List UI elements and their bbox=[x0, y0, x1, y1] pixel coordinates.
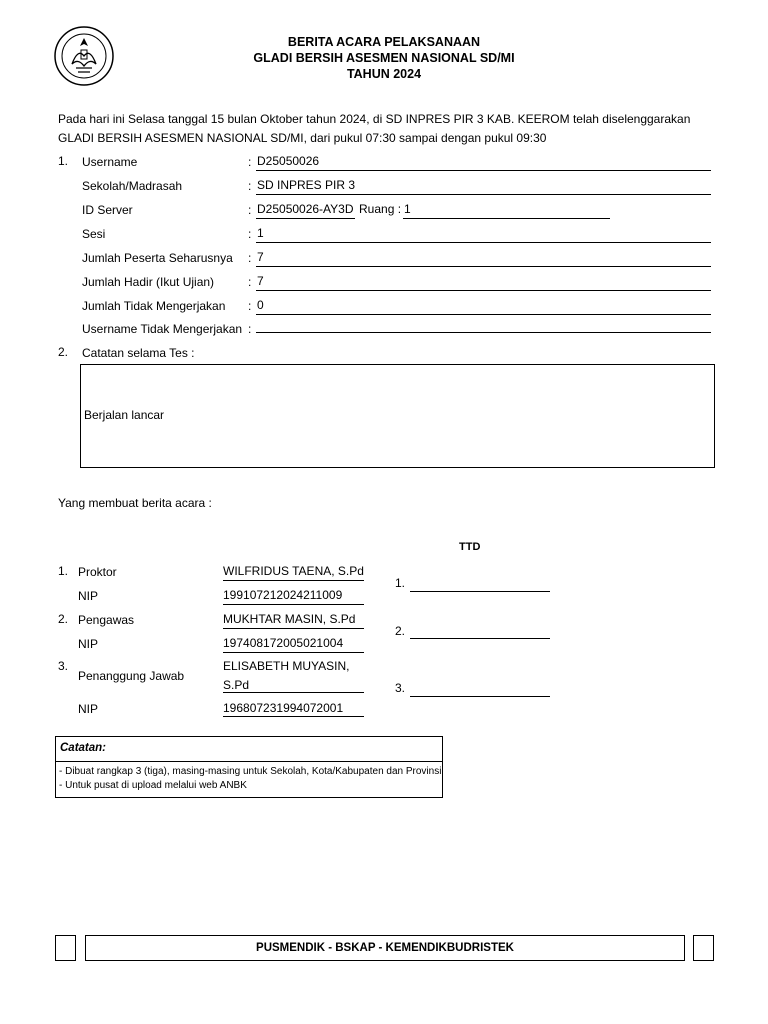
signer-name-proktor: WILFRIDUS TAENA, S.Pd bbox=[223, 564, 364, 578]
notes-box bbox=[80, 364, 715, 468]
section2-label: Catatan selama Tes : bbox=[82, 346, 195, 360]
signer-number: 3. bbox=[58, 659, 69, 673]
field-label-username-tidak-mengerjakan: Username Tidak Mengerjakan bbox=[82, 322, 243, 336]
signer-underline bbox=[223, 580, 364, 581]
field-label-sesi: Sesi bbox=[82, 227, 106, 241]
signature-line bbox=[410, 591, 550, 592]
field-label-ruang: Ruang : bbox=[359, 202, 402, 216]
field-value-ruang: 1 bbox=[404, 202, 411, 216]
catatan-divider bbox=[56, 761, 442, 762]
field-underline bbox=[256, 332, 711, 333]
field-underline bbox=[256, 290, 711, 291]
nip-label: NIP bbox=[78, 589, 99, 603]
field-value-jumlah-peserta: 7 bbox=[257, 250, 264, 264]
footer-text: PUSMENDIK - BSKAP - KEMENDIKBUDRISTEK bbox=[85, 935, 685, 961]
field-value-jumlah-hadir: 7 bbox=[257, 274, 264, 288]
field-label-jumlah-hadir: Jumlah Hadir (Ikut Ujian) bbox=[82, 275, 215, 289]
field-underline bbox=[256, 242, 711, 243]
section2-number: 2. bbox=[58, 345, 69, 359]
field-underline bbox=[256, 266, 711, 267]
field-value-sesi: 1 bbox=[257, 226, 264, 240]
field-underline bbox=[256, 194, 711, 195]
signer-number: 2. bbox=[58, 612, 69, 626]
signer-role-penanggung-jawab: Penanggung Jawab bbox=[78, 669, 185, 683]
sign-number: 3. bbox=[395, 681, 406, 695]
signer-number: 1. bbox=[58, 564, 69, 578]
document-title-line3: TAHUN 2024 bbox=[346, 67, 422, 81]
field-label-sekolah: Sekolah/Madrasah bbox=[82, 179, 183, 193]
catatan-heading: Catatan: bbox=[60, 742, 107, 754]
ttd-label: TTD bbox=[459, 541, 481, 553]
signature-line bbox=[410, 696, 550, 697]
field-colon: : bbox=[248, 227, 252, 241]
field-colon: : bbox=[248, 251, 252, 265]
signer-underline bbox=[223, 692, 364, 693]
field-underline bbox=[256, 314, 711, 315]
signer-nip-pengawas: 197408172005021004 bbox=[223, 636, 344, 650]
field-label-jumlah-peserta: Jumlah Peserta Seharusnya bbox=[82, 251, 233, 265]
field-value-username: D25050026 bbox=[257, 154, 320, 168]
field-label-id-server: ID Server bbox=[82, 203, 133, 217]
catatan-box bbox=[55, 736, 443, 798]
intro-paragraph: Pada hari ini Selasa tanggal 15 bulan Oktober tahun 2024, di SD INPRES PIR 3 KAB. KEEROM telah diselenggarakan GLADI BERSIH ASESMEN NASIONAL SD/MI, dari pukul 07:30 sampai dengan pukul 09:30 bbox=[58, 112, 691, 145]
signer-underline bbox=[223, 652, 364, 653]
footer-left-box bbox=[55, 935, 76, 961]
signer-name-penanggung-jawab-line2: S.Pd bbox=[223, 678, 250, 692]
nip-label: NIP bbox=[78, 702, 99, 716]
field-label-username: Username bbox=[82, 155, 138, 169]
field-colon: : bbox=[248, 203, 252, 217]
field-value-jumlah-tidak-mengerjakan: 0 bbox=[257, 298, 264, 312]
field-underline bbox=[256, 218, 355, 219]
signature-line bbox=[410, 638, 550, 639]
signers-intro: Yang membuat berita acara : bbox=[58, 496, 212, 510]
field-colon: : bbox=[248, 155, 252, 169]
document-title-line2: GLADI BERSIH ASESMEN NASIONAL SD/MI bbox=[253, 51, 515, 65]
signer-nip-proktor: 199107212024211009 bbox=[223, 588, 343, 602]
sign-number: 2. bbox=[395, 624, 406, 638]
signer-name-penanggung-jawab-line1: ELISABETH MUYASIN, bbox=[223, 659, 350, 673]
signer-underline bbox=[223, 716, 364, 717]
signer-name-pengawas: MUKHTAR MASIN, S.Pd bbox=[223, 612, 356, 626]
signer-nip-penanggung-jawab: 196807231994072001 bbox=[223, 701, 344, 715]
field-underline bbox=[403, 218, 610, 219]
catatan-line: - Untuk pusat di upload melalui web ANBK bbox=[59, 780, 247, 791]
signer-role-pengawas: Pengawas bbox=[78, 613, 135, 627]
catatan-line: - Dibuat rangkap 3 (tiga), masing-masing untuk Sekolah, Kota/Kabupaten dan Provinsi bbox=[59, 766, 442, 777]
field-label-jumlah-tidak-mengerjakan: Jumlah Tidak Mengerjakan bbox=[82, 299, 226, 313]
field-colon: : bbox=[248, 322, 252, 336]
sign-number: 1. bbox=[395, 576, 406, 590]
field-colon: : bbox=[248, 299, 252, 313]
field-colon: : bbox=[248, 179, 252, 193]
field-colon: : bbox=[248, 275, 252, 289]
notes-text: Berjalan lancar bbox=[84, 408, 165, 422]
section1-number: 1. bbox=[58, 154, 69, 168]
signer-role-proktor: Proktor bbox=[78, 565, 117, 579]
signer-underline bbox=[223, 604, 364, 605]
field-value-id-server: D25050026-AY3D bbox=[257, 202, 354, 216]
nip-label: NIP bbox=[78, 637, 99, 651]
footer-right-box bbox=[693, 935, 714, 961]
document-title-line1: BERITA ACARA PELAKSANAAN bbox=[287, 35, 481, 49]
signer-underline bbox=[223, 628, 364, 629]
field-underline bbox=[256, 170, 711, 171]
field-value-sekolah: SD INPRES PIR 3 bbox=[257, 178, 356, 192]
